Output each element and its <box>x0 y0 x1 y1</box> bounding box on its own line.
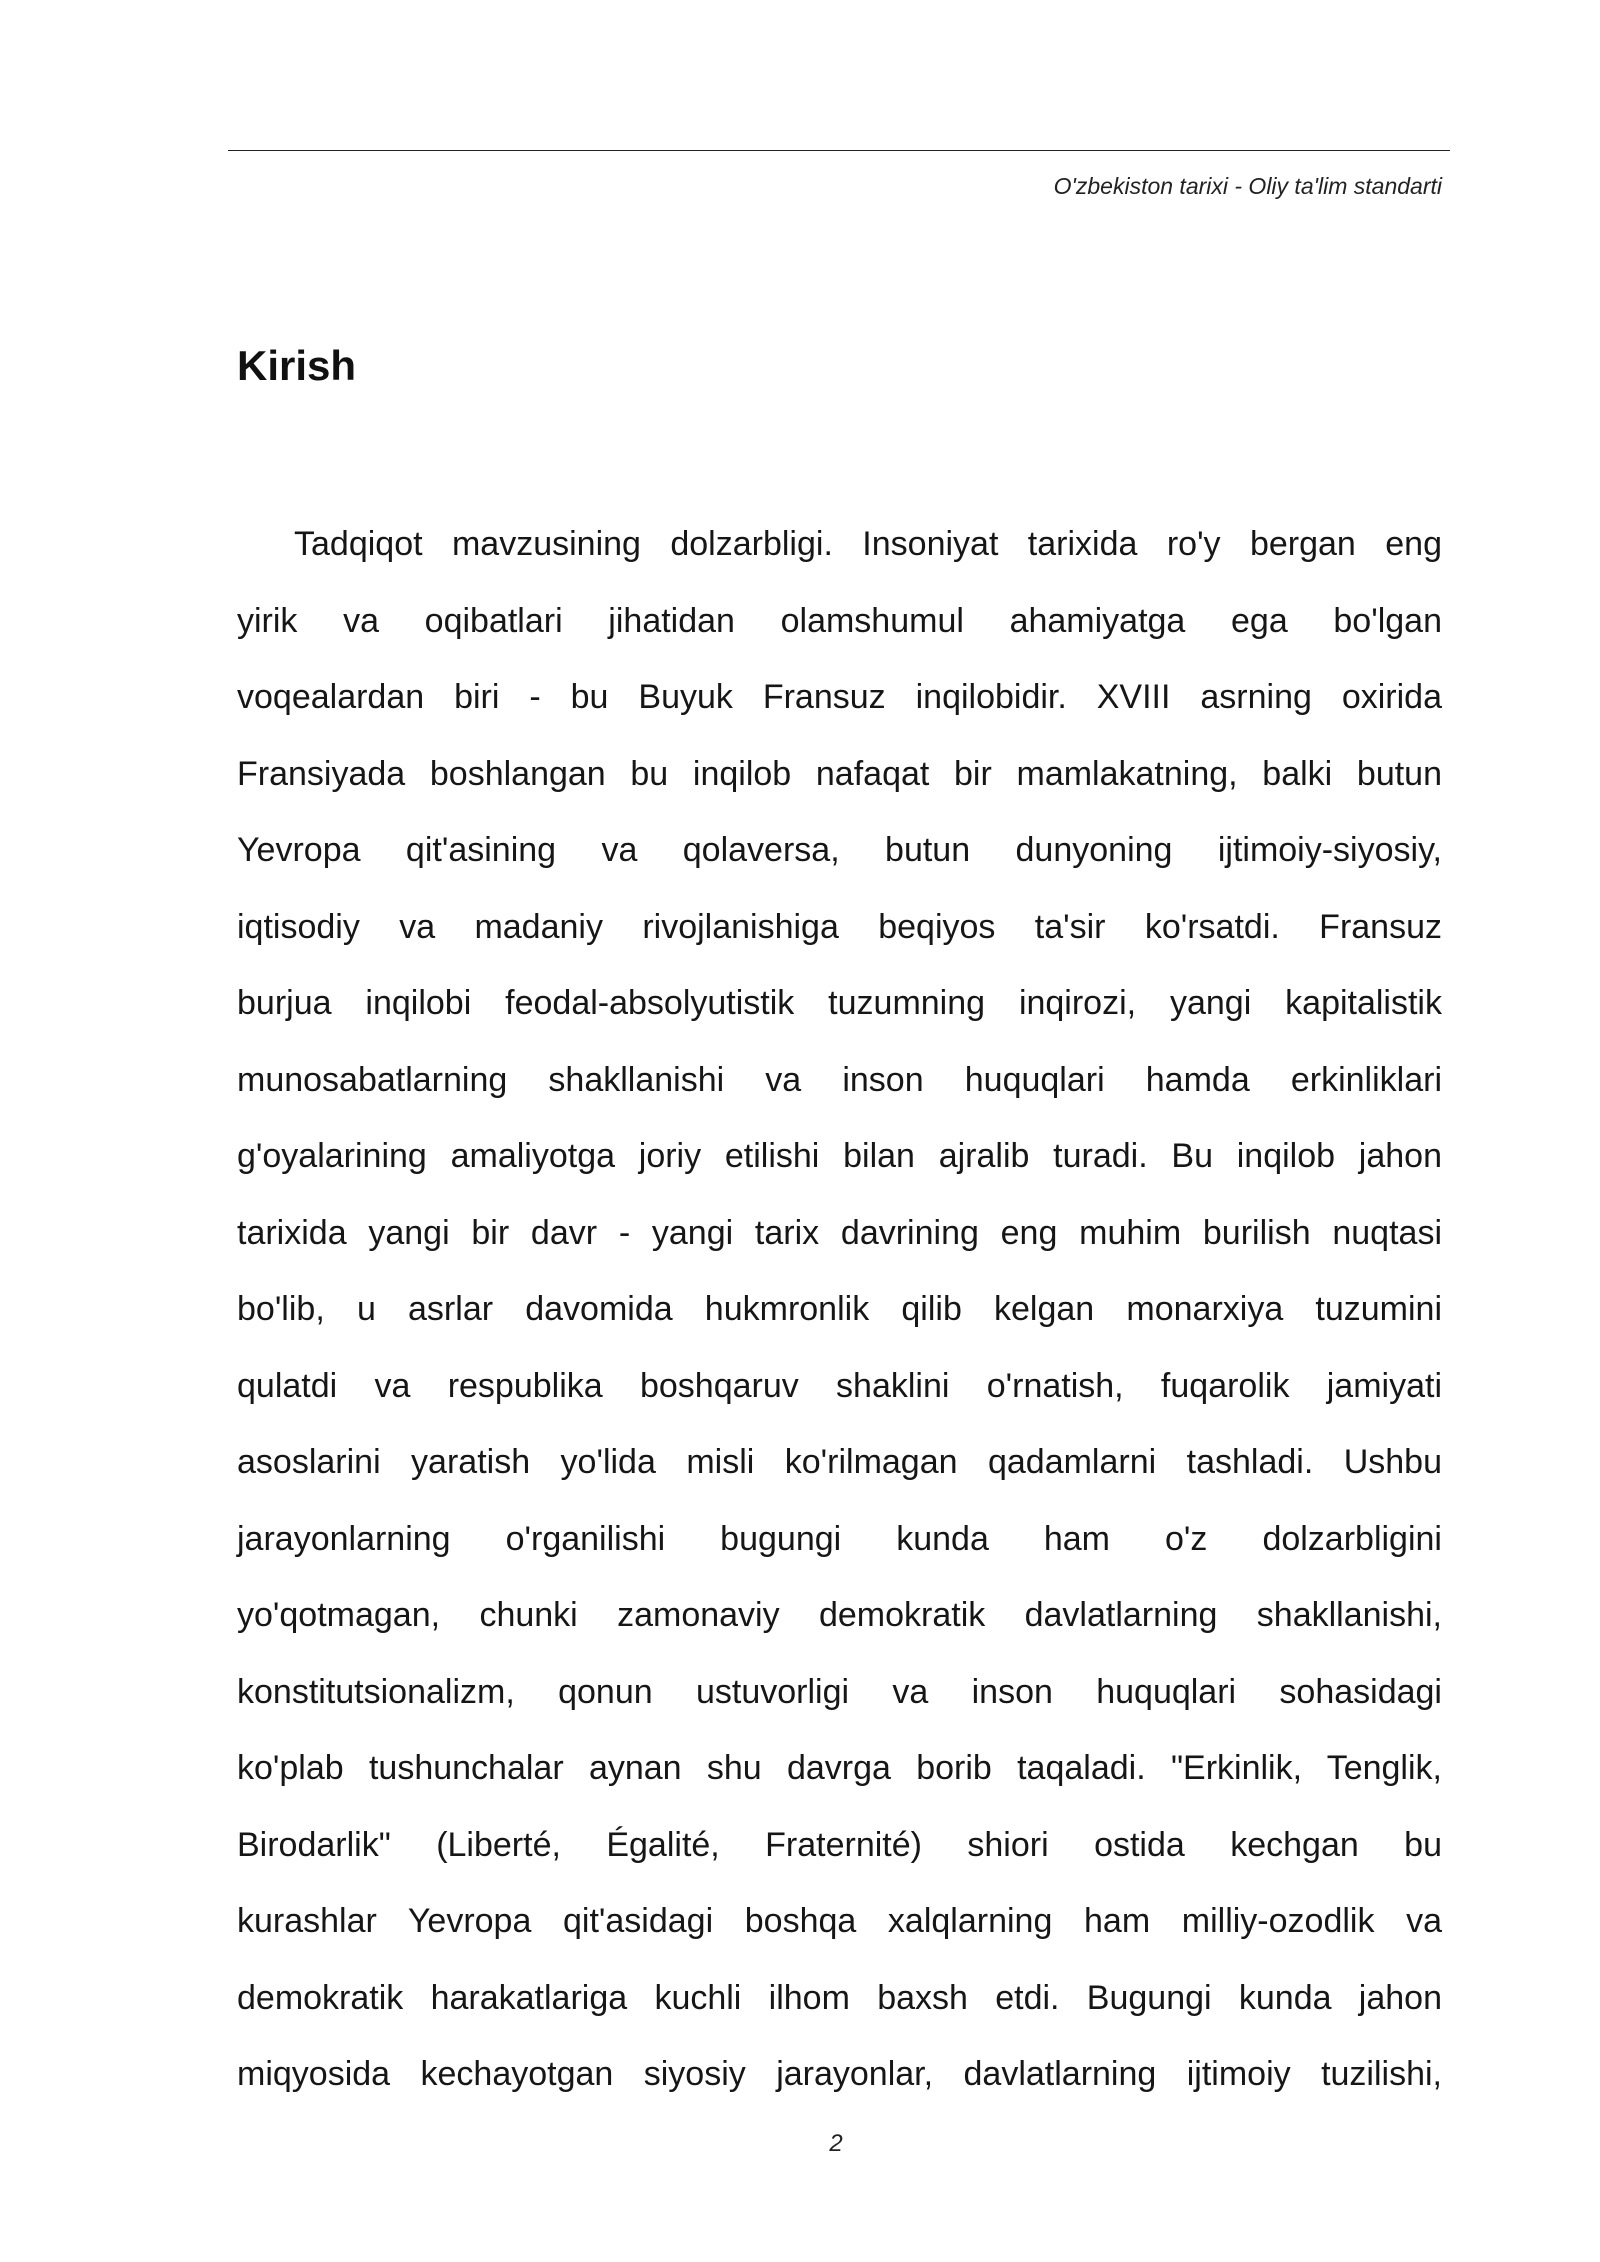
body-line: yo'qotmagan, chunki zamonaviy demokratik davlatlarning shakllanishi, <box>237 1596 1442 1634</box>
body-line: voqealardan biri - bu Buyuk Fransuz inqilobidir. XVIII asrning oxirida <box>237 678 1442 716</box>
body-line: Birodarlik" (Liberté, Égalité, Fraternité) shiori ostida kechgan bu <box>237 1825 1442 1864</box>
header-rule <box>228 150 1450 151</box>
body-line: tarixida yangi bir davr - yangi tarix davrining eng muhim burilish nuqtasi <box>237 1213 1442 1252</box>
body-line: miqyosida kechayotgan siyosiy jarayonlar, davlatlarning ijtimoiy tuzilishi, <box>237 2055 1442 2093</box>
body-line: munosabatlarning shakllanishi va inson huquqlari hamda erkinliklari <box>237 1060 1442 1099</box>
body-line: g'oyalarining amaliyotga joriy etilishi bilan ajralib turadi. Bu inqilob jahon <box>237 1137 1442 1175</box>
body-paragraph <box>237 506 1442 2113</box>
body-line: qulatdi va respublika boshqaruv shaklini o'rnatish, fuqarolik jamiyati <box>237 1366 1442 1405</box>
body-line: iqtisodiy va madaniy rivojlanishiga beqiyos ta'sir ko'rsatdi. Fransuz <box>237 907 1442 946</box>
body-line: kurashlar Yevropa qit'asidagi boshqa xalqlarning ham milliy-ozodlik va <box>237 1902 1442 1940</box>
body-line: Yevropa qit'asining va qolaversa, butun dunyoning ijtimoiy-siyosiy, <box>237 831 1442 869</box>
body-line: demokratik harakatlariga kuchli ilhom baxsh etdi. Bugungi kunda jahon <box>237 1978 1442 2017</box>
body-line: asoslarini yaratish yo'lida misli ko'rilmagan qadamlarni tashladi. Ushbu <box>237 1443 1442 1481</box>
running-header: O'zbekiston tarixi - Oliy ta'lim standarti <box>1053 173 1442 199</box>
body-line: konstitutsionalizm, qonun ustuvorligi va inson huquqlari sohasidagi <box>237 1672 1442 1711</box>
body-line: burjua inqilobi feodal-absolyutistik tuzumning inqirozi, yangi kapitalistik <box>237 984 1442 1022</box>
page-number: 2 <box>829 2130 843 2157</box>
section-heading: Kirish <box>237 342 357 389</box>
body-line: Fransiyada boshlangan bu inqilob nafaqat bir mamlakatning, balki butun <box>237 754 1442 793</box>
body-line: yirik va oqibatlari jihatidan olamshumul ahamiyatga ega bo'lgan <box>237 601 1442 640</box>
body-line: jarayonlarning o'rganilishi bugungi kunda ham o'z dolzarbligini <box>237 1519 1442 1558</box>
body-line: bo'lib, u asrlar davomida hukmronlik qilib kelgan monarxiya tuzumini <box>237 1290 1442 1328</box>
body-line: ko'plab tushunchalar aynan shu davrga borib taqaladi. "Erkinlik, Tenglik, <box>237 1749 1442 1787</box>
body-line: Tadqiqot mavzusining dolzarbligi. Insoniyat tarixida ro'y bergan eng <box>294 525 1442 563</box>
